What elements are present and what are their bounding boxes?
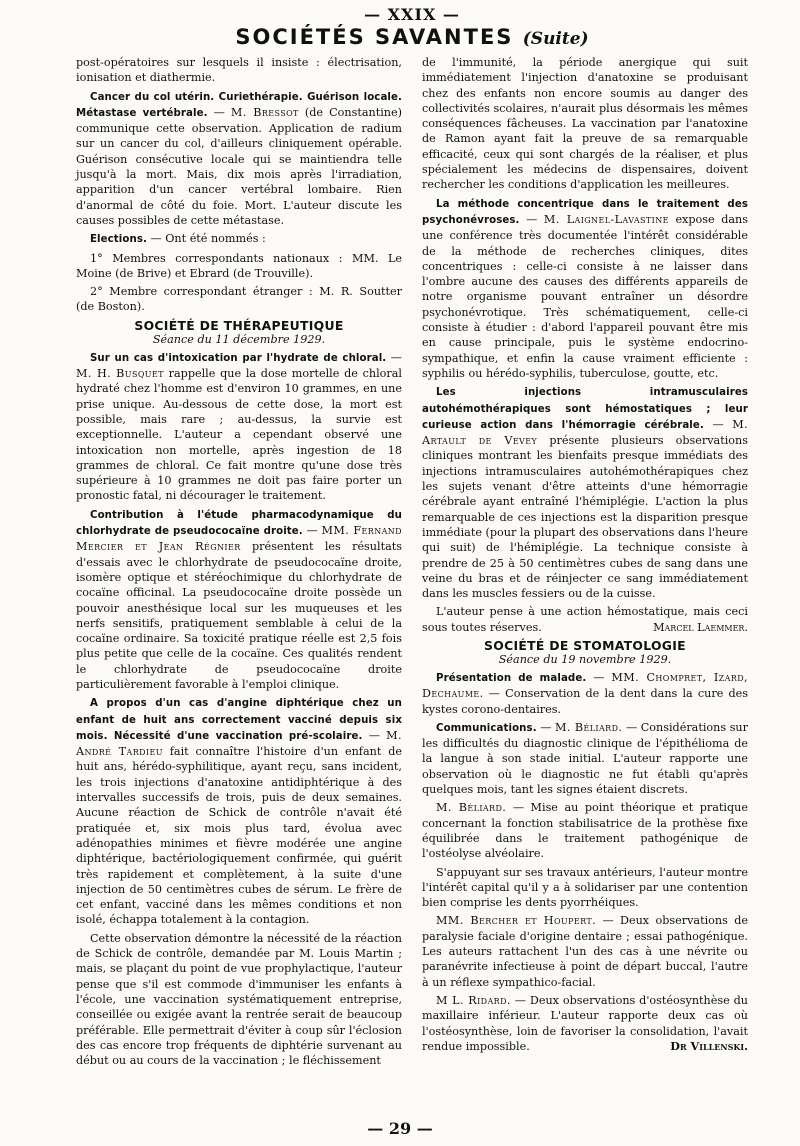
author: M. Béliard.: [436, 801, 507, 815]
signature: Dr Villenski.: [670, 1038, 748, 1053]
session-date: Séance du 11 décembre 1929.: [152, 332, 326, 346]
paper-title: Contribution à l'étude pharmacodynamique du chlorhydrate de pseudococaïne droite.: [76, 509, 402, 538]
paper-title: Elections.: [90, 234, 147, 246]
paragraph-text: présente plusieurs observations cliniques montrant les bienfaits presque immédiats des injections intramusculaires autohémothérapiques chez les sujets venant d'être atteints d'une hémorragie cérébrale ayant entraîné l'hémiplégie. L'action la plus remarquable de ces injections est la disparition presque immédiate (pour la plupart des observations dans l'heure qui suit) de l'hémiplégie. La technique consiste à prendre de 25 à 50 centimètres cubes de sang dans une veine du bras et de réinjecter ce sang immédiatement dans les muscles fessiers ou de la cuisse.: [422, 434, 748, 601]
paragraph: de l'immunité, la période anergique qui suit immédiatement l'injection d'anatoxine se produisant chez des enfants non encore soumis au danger des collectivités scolaires, n'aurait plus désormais les mêmes conséquences fâcheuses. La vaccination par l'anatoxine de Ramon ayant fait la preuve de sa remarquable efficacité, ceux qui sont chargés de la réaliser, et plus spécialement les médecins de dispensaires, doivent rechercher les conditions d'application les meilleures.: [422, 56, 748, 192]
author: M. Bressot: [230, 105, 299, 119]
paragraph-text: rappelle que la dose mortelle de chloral hydraté chez l'homme est d'environ 10 grammes, en une prise unique. Au-dessous de cette dose, la mort est possible, mais rare ; au-dessus, la survie est exceptionnelle. L'auteur a cependant observé une intoxication non mortelle, après ingestion de 18 grammes de chloral. Ce fait montre qu'une dose très supérieure à 10 grammes ne doit pas faire porter un pronostic fatal, ni décourager le traitement.: [76, 367, 402, 503]
paper-title: Les injections intramusculaires autohémothérapiques sont hémostatiques ; leur curieuse action dans l'hémorragie cérébrale.: [422, 387, 748, 431]
paper-title: Cancer du col utérin. Curiethérapie. Guérison locale. Métastase vertébrale.: [76, 91, 402, 119]
section-banner: [76, 24, 748, 52]
page-number: — 29 —: [367, 1119, 433, 1138]
paper-title: Sur un cas d'intoxication par l'hydrate de chloral.: [90, 352, 387, 364]
author: MM. Chompret, Izard, Dechaume.: [422, 670, 748, 701]
paragraph-text: expose dans une conférence très documentée l'intérêt considérable de la méthode de recherches cliniques, dites concentriques : celle-ci consiste à ne laisser dans l'ombre aucune des causes des différents appareils de notre organisme pouvant entraîner un désordre psychonévrotique. Très schématiquement, celle-ci consiste à étudier : d'abord l'appareil pouvant être mis en cause principale, puis le système endocrino-sympathique, et enfin la cause vraiment efficiente : syphilis ou hérédo-syphilis, tuberculose, goutte, etc.: [422, 212, 748, 380]
paragraph: Présentation de malade. — MM. Chompret, Izard, Dechaume. — Conservation de la dent dans la cure des kystes corono-dentaires.: [422, 670, 748, 716]
banner-suite: (Suite): [522, 29, 589, 49]
paper-title: Présentation de malade.: [436, 672, 587, 684]
paragraph: [422, 604, 748, 635]
author: M. André Tardieu: [76, 728, 402, 759]
author: M. H. Busquet: [76, 367, 164, 381]
paragraph: Contribution à l'étude pharmacodynamique du chlorhydrate de pseudococaïne droite. — MM. Fernand Mercier et Jean Régnier présentent les résultats d'essais avec le chlorhydrate de pseudococaïne droite, isomère optique et stéréochimique du chlorhydrate de cocaïne officinal. La pseudococaïne droite possède un pouvoir anesthésique local sur les muqueuses et les nerfs sensitifs, pratiquement semblable à celui de la cocaïne ordinaire. Sa toxicité pratique réelle est 2,5 fois plus petite que celle de la cocaïne. Ces qualités rendent le chlorhydrate de pseudococaïne droite particulièrement favorable à l'emploi clinique.: [76, 509, 402, 691]
paragraph-text: — Mise au point théorique et pratique concernant la fonction stabilisatrice de la prothèse fixe équilibrée dans le traitement pathogénique de l'ostéolyse alvéolaire.: [422, 801, 748, 861]
banner-title: SOCIÉTÉS SAVANTES: [235, 25, 514, 49]
signature: Marcel Laemmer.: [653, 620, 748, 634]
roman-page-number: — XXIX —: [364, 5, 460, 24]
paragraph-text: L'auteur pense à une action hémostatique, mais ceci sous toutes réserves.: [422, 605, 748, 634]
paragraph-text: — Deux observations de paralysie faciale d'origine dentaire ; essai pathogénique. Les auteurs rattachent l'un des cas à une névrite ou paranévrite infectieuse à point de départ buccal, l'autre à un réflexe sympathico-facial.: [422, 914, 748, 989]
paper-title: La méthode concentrique dans le traitement des psychonévroses.: [422, 198, 748, 226]
two-column-body: [76, 55, 748, 1071]
list-item: 1° Membres correspondants nationaux : MM. Le Moine (de Brive) et Ebrard (de Trouville).: [76, 251, 402, 280]
paragraph-text: — Considérations sur les difficultés du diagnostic clinique de l'épithélioma de la langue à son stade initial. L'auteur rapporte une observation où le diagnostic ne fut établi qu'après quelques mois, tant les signes étaient discrets.: [422, 720, 748, 797]
paragraph: Cette observation démontre la nécessité de la réaction de Schick de contrôle, demandée par M. Louis Martin ; mais, se plaçant du point de vue prophylactique, l'auteur pense que s'il est commode d'immuniser les enfants à l'école, une vaccination systématiquement entreprise, conseillée ou exigée avant la rentrée serait de beaucoup préférable. Elle permettrait d'éviter à coup sûr l'éclosion des cas encore trop fréquents de diphtérie survenant au début ou au cours de la vaccination ; le fléchissement: [76, 931, 402, 1068]
author: M. Laignel-Lavastine: [543, 212, 669, 226]
paragraph: [76, 231, 402, 247]
society-heading: SOCIÉTÉ DE THÉRAPEUTIQUE: [134, 317, 344, 333]
paragraph: La méthode concentrique dans le traitement des psychonévroses. — M. Laignel-Lavastine expose dans une conférence très documentée l'intérêt considérable de la méthode de recherches cliniques, dites concentriques : celle-ci consiste à ne laisser dans l'ombre aucune des causes des différents appareils de notre organisme pouvant entraîner un désordre psychonévrotique. Très schématiquement, celle-ci consiste à étudier : d'abord l'appareil pouvant être mis en cause principale, puis le système endocrino-sympathique, et enfin la cause vraiment efficiente : syphilis ou hérédo-syphilis, tuberculose, goutte, etc.: [422, 198, 748, 380]
paper-title: Communications.: [436, 722, 537, 734]
author: MM. Bercher et Houpert.: [436, 914, 597, 928]
paragraph: [422, 800, 748, 861]
paragraph: [422, 913, 748, 989]
paragraph: post-opératoires sur lesquels il insiste : électrisation, ionisation et diathermie.: [76, 56, 402, 85]
right-column: [422, 55, 748, 1071]
paragraph-text: fait connaître l'histoire d'un enfant de huit ans, hérédo-syphilitique, ayant reçu, sans incident, les trois injections d'anatoxine antidiphtérique à des intervalles successifs de trois, puis de deux semaines. Aucune réaction de Schick de contrôle n'avait été pratiquée et, six mois plus tard, évolua avec adénopathies minimes et fièvre modérée une angine diphtérique, bactériologiquement confirmée, qui guérit très rapidement et complètement, à la suite d'une injection de 50 centimètres cubes de sérum. Le frère de cet enfant, vacciné dans les mêmes conditions et non isolé, échappa totalement à la contagion.: [76, 745, 402, 927]
paragraph: S'appuyant sur ses travaux antérieurs, l'auteur montre l'intérêt capital qu'il y a à solidariser par une contention bien comprise les dents pyorrhéiques.: [422, 865, 748, 910]
paragraph: Sur un cas d'intoxication par l'hydrate de chloral. — M. H. Busquet rappelle que la dose mortelle de chloral hydraté chez l'homme est d'environ 10 grammes, en une prise unique. Au-dessous de cette dose, la mort est possible, mais rare ; au-dessus, la survie est exceptionnelle. L'auteur a cependant observé une intoxication non mortelle, après ingestion de 18 grammes de chloral. Ce fait montre qu'une dose très supérieure à 10 grammes ne doit pas faire porter un pronostic fatal, ni décourager le traitement.: [76, 350, 402, 503]
paragraph: [422, 993, 748, 1054]
left-column: [76, 55, 402, 1071]
paragraph: A propos d'un cas d'angine diphtérique chez un enfant de huit ans correctement vacciné depuis six mois. Nécessité d'une vaccination pré-scolaire. — M. André Tardieu fait connaître l'histoire d'un enfant de huit ans, hérédo-syphilitique, ayant reçu, sans incident, les trois injections d'anatoxine antidiphtérique à des intervalles successifs de trois, puis de deux semaines. Aucune réaction de Schick de contrôle n'avait été pratiquée et, six mois plus tard, évolua avec adénopathies minimes et fièvre modérée une angine diphtérique, bactériologiquement confirmée, qui guérit très rapidement et complètement, à la suite d'une injection de 50 centimètres cubes de sérum. Le frère de cet enfant, vacciné dans les mêmes conditions et non isolé, échappa totalement à la contagion.: [76, 698, 402, 927]
list-item: 2° Membre correspondant étranger : M. R. Soutter (de Boston).: [76, 285, 402, 314]
paragraph: Les injections intramusculaires autohémothérapiques sont hémostatiques ; leur curieuse action dans l'hémorragie cérébrale. — M. Artault de Vevey présente plusieurs observations cliniques montrant les bienfaits presque immédiats des injections intramusculaires autohémothérapiques chez les sujets venant d'être atteints d'une hémorragie cérébrale ayant entraîné l'hémiplégie. L'action la plus remarquable de ces injections est la disparition presque immédiate (pour la plupart des observations dans l'heure qui suit) de l'hémiplégie. La technique consiste à prendre de 25 à 50 centimètres cubes de sang dans une veine du bras et de réinjecter ce sang immédiatement dans les muscles fessiers ou de la cuisse.: [422, 387, 748, 601]
session-date: Séance du 19 novembre 1929.: [498, 652, 672, 666]
author: MM. Fernand Mercier et Jean Régnier: [76, 524, 402, 554]
paragraph-text: — Conservation de la dent dans la cure des kystes corono-dentaires.: [422, 687, 748, 716]
paragraph: Communications. — M. Béliard. — Considérations sur les difficultés du diagnostic clinique de l'épithélioma de la langue à son stade initial. L'auteur rapporte une observation où le diagnostic ne fut établi qu'après quelques mois, tant les signes étaient discrets.: [422, 720, 748, 797]
paragraph-text: (de Constantine) communique cette observation. Application de radium sur un cancer du col, d'ailleurs cliniquement opérable. Guérison consécutive locale qui se maintiendra telle jusqu'à la mort. Mais, dix mois après l'irradiation, apparition d'un cancer vertébral lombaire. Rien d'anormal de côté du foie. Mort. L'auteur discute les causes possibles de cette métastase.: [76, 105, 402, 227]
author: M L. Ridard.: [436, 993, 511, 1007]
paragraph-text: — Deux observations d'ostéosynthèse du maxillaire inférieur. L'auteur rapporte deux cas où l'ostéosynthèse, loin de favoriser la consolidation, l'avait rendue impossible.: [422, 993, 748, 1053]
paragraph: Cancer du col utérin. Curiethérapie. Guérison locale. Métastase vertébrale. — M. Bressot (de Constantine) communique cette observation. Application de radium sur un cancer du col, d'ailleurs cliniquement opérable. Guérison consécutive locale qui se maintiendra telle jusqu'à la mort. Mais, dix mois après l'irradiation, apparition d'un cancer vertébral lombaire. Rien d'anormal de côté du foie. Mort. L'auteur discute les causes possibles de cette métastase.: [76, 91, 402, 227]
paragraph-text: — Ont été nommés :: [150, 232, 266, 246]
society-heading: SOCIÉTÉ DE STOMATOLOGIE: [484, 637, 686, 653]
paper-title: A propos d'un cas d'angine diphtérique chez un enfant de huit ans correctement vacciné depuis six mois. Nécessité d'une vaccination pré-scolaire.: [76, 698, 402, 742]
paragraph-text: présentent les résultats d'essais avec le chlorhydrate de pseudococaïne droite, isomère optique et stéréochimique du chlorhydrate de cocaïne officinal. La pseudococaïne droite possède un pouvoir anesthésique local sur les muqueuses et les nerfs sensitifs, pratiquement semblable à celui de la cocaïne ordinaire. Sa toxicité pratique réelle est 2,5 fois plus petite que celle de la cocaïne. Ces qualités rendent le chlorhydrate de pseudococaïne droite particulièrement favorable à l'emploi clinique.: [76, 540, 402, 691]
author: M. Béliard.: [555, 720, 623, 734]
author: M. Artault de Vevey: [422, 417, 748, 448]
